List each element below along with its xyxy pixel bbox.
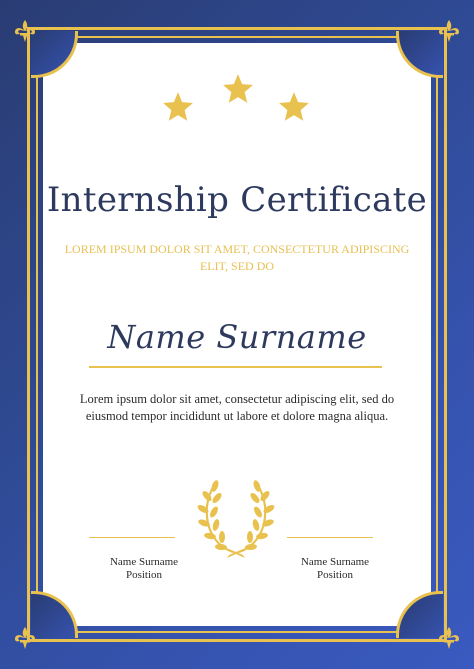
fleur-de-lis-icon <box>12 18 38 44</box>
certificate-body-text: Lorem ipsum dolor sit amet, consectetur adipiscing elit, sed do eiusmod tempor incididunt ut labore et dolore magna aliqua. <box>79 392 395 423</box>
recipient-name: Name Surname <box>107 318 367 356</box>
fleur-de-lis-icon <box>436 625 462 651</box>
star-icon <box>221 72 255 106</box>
star-icon <box>277 90 311 124</box>
signature-line-left <box>89 537 175 538</box>
signature-name-left: Name Surname <box>109 556 179 568</box>
signature-position-left: Position <box>125 569 163 581</box>
signature-name-right: Name Surname <box>300 556 370 568</box>
stars-row <box>0 70 474 130</box>
certificate-subtitle: LOREM IPSUM DOLOR SIT AMET, CONSECTETUR ADIPISCING ELIT, SED DO <box>64 242 410 273</box>
laurel-wreath-icon <box>193 476 279 560</box>
fleur-de-lis-icon <box>12 625 38 651</box>
star-icon <box>161 90 195 124</box>
signature-position-right: Position <box>316 569 354 581</box>
fleur-de-lis-icon <box>436 18 462 44</box>
name-underline <box>89 366 382 368</box>
signature-line-right <box>287 537 373 538</box>
certificate-title: Internship Certificate <box>46 180 428 220</box>
